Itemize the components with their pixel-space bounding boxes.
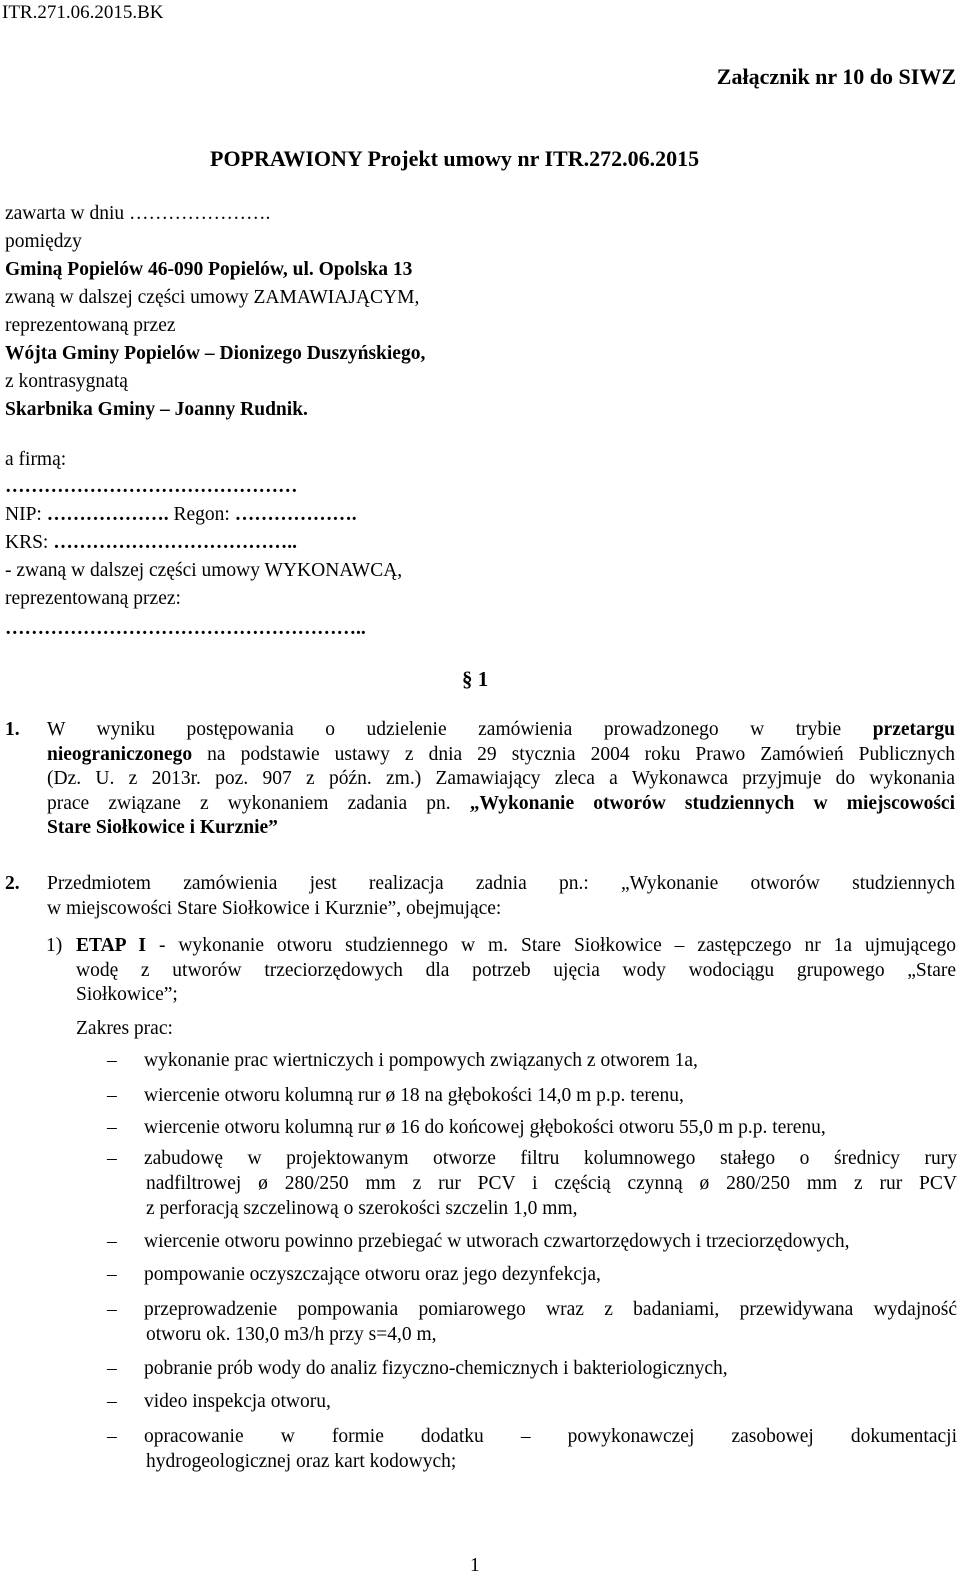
treasurer-name: Skarbnika Gminy – Joanny Rudnik. xyxy=(5,399,308,420)
regon-label: Regon: xyxy=(173,504,230,525)
clause-1-tender-type: przetargu xyxy=(872,719,955,740)
list-item-line: z perforacją szczelinową o szerokości szczelin 1,0 mm, xyxy=(146,1198,578,1219)
employer-name: Gminą Popielów 46-090 Popielów, ul. Opolska 13 xyxy=(5,259,413,280)
page-number: 1 xyxy=(470,1555,480,1576)
dash-bullet: – xyxy=(107,1085,117,1106)
clause-1-line-1-text: W wyniku postępowania o udzielenie zamówienia prowadzonego w trybie xyxy=(47,719,873,740)
list-item-line: nadfiltrowej ø 280/250 mm z rur PCV i częścią czynną ø 280/250 mm z rur PCV xyxy=(146,1173,957,1194)
clause-1-line-4 xyxy=(47,792,955,817)
stage-1-line-2: wodę z utworów trzeciorzędowych dla potrzeb ujęcia wody wodociągu grupowego „Stare xyxy=(76,959,956,981)
list-item-line: wiercenie otworu kolumną rur ø 18 na głębokości 14,0 m p.p. terenu, xyxy=(144,1085,684,1106)
countersign-label: z kontrasygnatą xyxy=(5,371,128,392)
dash-bullet: – xyxy=(107,1117,117,1138)
krs-value: ……………………………….. xyxy=(53,532,297,553)
list-item-text xyxy=(144,1048,957,1073)
list-item-line: wykonanie prac wiertniczych i pompowych związanych z otworem 1a, xyxy=(144,1050,698,1071)
list-item-line: pompowanie oczyszczające otworu oraz jego dezynfekcja, xyxy=(144,1264,601,1285)
document-title: POPRAWIONY Projekt umowy nr ITR.272.06.2015 xyxy=(210,146,700,171)
clause-1-unlimited: nieograniczonego xyxy=(47,743,193,765)
krs-label: KRS: xyxy=(5,532,49,553)
list-item-line: wiercenie otworu powinno przebiegać w utworach czwartorzędowych i trzeciorzędowych, xyxy=(144,1231,850,1252)
between-line: pomiędzy xyxy=(5,231,82,252)
clause-2-line-2: w miejscowości Stare Siołkowice i Kurznie”, obejmujące: xyxy=(47,897,502,919)
list-item-line: wiercenie otworu kolumną rur ø 16 do końcowej głębokości otworu 55,0 m p.p. terenu, xyxy=(144,1117,826,1138)
representative-placeholder: ……………………………………………….. xyxy=(5,618,366,639)
clause-1-line-5: Stare Siołkowice i Kurznie” xyxy=(47,817,278,838)
list-item-text xyxy=(144,1083,957,1108)
represented-by: reprezentowaną przez xyxy=(5,315,176,336)
clause-1-line-2 xyxy=(47,743,955,768)
list-item-line: zabudowę w projektowanym otworze filtru kolumnowego stałego o średnicy rury xyxy=(144,1148,957,1169)
list-item-text xyxy=(144,1297,957,1347)
clause-1-line-1 xyxy=(47,718,955,743)
document-reference: ITR.271.06.2015.BK xyxy=(2,2,164,23)
clause-1-number: 1. xyxy=(5,719,20,740)
list-item-line: przeprowadzenie pompowania pomiarowego wraz z badaniami, przewidywana wydajność xyxy=(144,1299,957,1320)
clause-1-line-3: (Dz. U. z 2013r. poz. 907 z późn. zm.) Zamawiający zleca a Wykonawca przyjmuje do wykonania xyxy=(47,768,955,789)
list-item-line: video inspekcja otworu, xyxy=(144,1391,331,1412)
stage-1-text xyxy=(76,934,956,1008)
annex-label: Załącznik nr 10 do SIWZ xyxy=(716,64,956,89)
mayor-name: Wójta Gminy Popielów – Dionizego Duszyńskiego, xyxy=(5,343,426,364)
date-line: zawarta w dniu …………………. xyxy=(5,203,271,224)
list-item-text xyxy=(144,1146,957,1221)
list-item-text xyxy=(144,1262,957,1287)
stage-1-line-1-text: - wykonanie otworu studziennego w m. Stare Siołkowice – zastępczego nr 1a ujmującego xyxy=(146,935,957,956)
nip-regon-line xyxy=(5,504,357,526)
stage-1-line-1 xyxy=(76,934,956,959)
clause-1-line-2-text: na podstawie ustawy z dnia 29 stycznia 2004 roku Prawo Zamówień Publicznych xyxy=(192,743,955,765)
dash-bullet: – xyxy=(107,1050,117,1071)
dash-bullet: – xyxy=(107,1299,117,1320)
list-item-line: otworu ok. 130,0 m3/h przy s=4,0 m, xyxy=(146,1324,437,1345)
list-item-text xyxy=(144,1389,957,1414)
dash-bullet: – xyxy=(107,1426,117,1447)
contractor-represented-by: reprezentowaną przez: xyxy=(5,588,181,609)
clause-1-line-4-text: prace związane z wykonaniem zadania pn. xyxy=(47,792,470,814)
stage-1-label: ETAP I xyxy=(76,935,147,956)
company-label: a firmą: xyxy=(5,449,67,470)
nip-label: NIP: xyxy=(5,504,42,525)
dash-bullet: – xyxy=(107,1231,117,1252)
employer-role: zwaną w dalszej części umowy ZAMAWIAJĄCYM, xyxy=(5,287,420,308)
contractor-role: - zwaną w dalszej części umowy WYKONAWCĄ, xyxy=(5,560,403,581)
list-item-text xyxy=(144,1356,957,1381)
clause-1-task-name: „Wykonanie otworów studziennych w miejscowości xyxy=(469,792,955,814)
list-item-text xyxy=(144,1424,957,1474)
list-item-text xyxy=(144,1115,957,1140)
krs-line xyxy=(5,532,297,554)
nip-value: ………………. xyxy=(46,504,169,525)
company-placeholder: ……………………………………… xyxy=(5,476,298,497)
list-item-line: pobranie prób wody do analiz fizyczno-chemicznych i bakteriologicznych, xyxy=(144,1358,728,1379)
clause-2-text xyxy=(47,872,955,921)
stage-1-line-3: Siołkowice”; xyxy=(76,984,178,1005)
dash-bullet: – xyxy=(107,1148,117,1169)
scope-label: Zakres prac: xyxy=(76,1018,173,1039)
clause-2-line-1: Przedmiotem zamówienia jest realizacja zadnia pn.: „Wykonanie otworów studziennych xyxy=(47,873,955,894)
dash-bullet: – xyxy=(107,1264,117,1285)
list-item-line: opracowanie w formie dodatku – powykonawczej zasobowej dokumentacji xyxy=(144,1426,957,1447)
dash-bullet: – xyxy=(107,1358,117,1379)
section-heading: § 1 xyxy=(462,667,489,691)
stage-1-number: 1) xyxy=(46,935,63,956)
dash-bullet: – xyxy=(107,1391,117,1412)
regon-value: ………………. xyxy=(234,504,357,525)
clause-2-number: 2. xyxy=(5,873,20,894)
list-item-line: hydrogeologicznej oraz kart kodowych; xyxy=(146,1451,457,1472)
clause-1-text xyxy=(47,718,955,841)
list-item-text xyxy=(144,1229,957,1254)
